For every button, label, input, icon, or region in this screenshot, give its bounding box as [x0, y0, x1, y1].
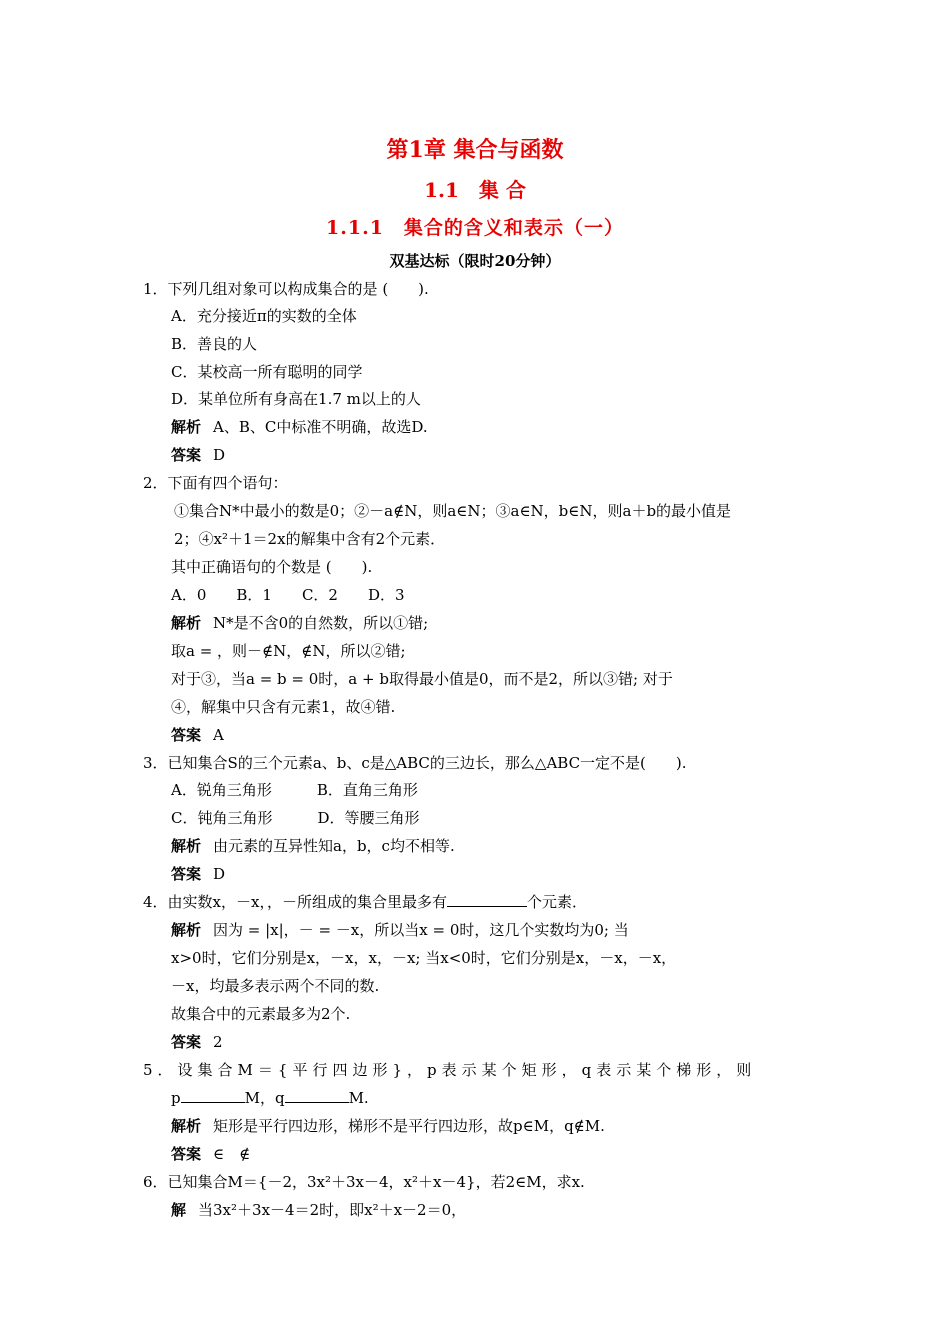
- q3-options-cd: C．钝角三角形 D．等腰三角形: [171, 809, 420, 827]
- q2-analysis-3: 对于③，当a = b = 0时，a + b取得最小值是0，而不是2，所以③错; 对于: [171, 670, 673, 688]
- q2-answer-text: A: [213, 726, 224, 744]
- question-4: [143, 892, 587, 912]
- question-5: 5．设集合M＝{平行四边形}，p表示某个矩形，q表示某个梯形，则: [143, 1061, 757, 1079]
- chapter-title: 第1章 集合与函数: [386, 137, 564, 163]
- q2-analysis-4: ④，解集中只含有元素1，故④错.: [171, 698, 396, 716]
- q2-answer: [171, 725, 224, 745]
- q4-text: 4．由实数x，－x，，－所组成的集合里最多有: [143, 893, 447, 911]
- answer-label: 答案: [171, 1033, 202, 1051]
- analysis-label: 解析: [171, 837, 202, 855]
- q1-answer: [171, 445, 225, 465]
- q6-solution-text: 当3x²＋3x－4＝2时，即x²＋x－2＝0，: [198, 1201, 467, 1219]
- q3-analysis: [171, 836, 455, 856]
- q4-analysis-2: x>0时，它们分别是x，－x，x，－x; 当x<0时，它们分别是x，－x，－x，: [171, 949, 677, 967]
- q1-option-d: D．某单位所有身高在1.7 m以上的人: [171, 390, 421, 408]
- question-2: 2．下面有四个语句：: [143, 474, 288, 492]
- q2-options: A．0 B．1 C．2 D．3: [171, 586, 405, 604]
- q3-analysis-text: 由元素的互异性知a，b，c均不相等.: [213, 837, 455, 855]
- q1-option-c: C．某校高一所有聪明的同学: [171, 363, 363, 381]
- q4-analysis: [171, 920, 629, 940]
- q1-analysis-text: A、B、C中标准不明确，故选D.: [213, 418, 428, 436]
- q5-analysis-text: 矩形是平行四边形，梯形不是平行四边形，故p∈M，q∉M.: [213, 1117, 605, 1135]
- q3-options-ab: A．锐角三角形 B．直角三角形: [171, 781, 418, 799]
- question-1: 1．下列几组对象可以构成集合的是 ( ).: [143, 280, 429, 298]
- subsection-title: 1.1.1 集合的含义和表示（一）: [326, 217, 624, 239]
- q5-m: M.: [348, 1089, 369, 1107]
- q4-answer: [171, 1032, 223, 1052]
- q1-analysis: [171, 417, 428, 437]
- q6-solution: [171, 1200, 466, 1220]
- q4-analysis-text: 因为 = |x|，－ = －x，所以当x = 0时，这几个实数均为0; 当: [213, 921, 629, 939]
- q1-answer-text: D: [213, 446, 226, 464]
- q4-text-end: 个元素．: [526, 893, 587, 911]
- analysis-label: 解析: [171, 1117, 202, 1135]
- section-title: 1.1 集 合: [424, 178, 526, 202]
- q4-blank[interactable]: [447, 892, 527, 907]
- q2-statement-1: ①集合N*中最小的数是0；②－a∉N，则a∈N；③a∈N，b∈N，则a＋b的最小值是: [174, 502, 732, 520]
- q5-blanks: [171, 1088, 369, 1108]
- q4-analysis-3: －x，均最多表示两个不同的数.: [171, 977, 380, 995]
- q4-answer-text: 2: [213, 1033, 223, 1051]
- q3-answer: [171, 864, 225, 884]
- q5-blank-2[interactable]: [285, 1088, 349, 1103]
- q5-blank-1[interactable]: [181, 1088, 245, 1103]
- answer-label: 答案: [171, 865, 202, 883]
- solution-label: 解: [171, 1201, 187, 1219]
- q2-analysis-2: 取a = ，则－∉N，∉N，所以②错;: [171, 642, 406, 660]
- q2-statement-2: 2；④x²＋1＝2x的解集中含有2个元素．: [174, 530, 446, 548]
- question-6: 6．已知集合M＝{－2，3x²＋3x－4，x²＋x－4}，若2∈M，求x.: [143, 1173, 585, 1191]
- analysis-label: 解析: [171, 418, 202, 436]
- q2-analysis-text: N*是不含0的自然数，所以①错;: [213, 614, 429, 632]
- q1-option-b: B．善良的人: [171, 335, 258, 353]
- q5-p: p: [171, 1089, 181, 1107]
- answer-label: 答案: [171, 726, 202, 744]
- q5-mq: M，q: [244, 1089, 285, 1107]
- q5-answer-text: ∈ ∉: [213, 1145, 251, 1163]
- analysis-label: 解析: [171, 614, 202, 632]
- q2-prompt: 其中正确语句的个数是 ( ).: [171, 558, 373, 576]
- q5-answer: [171, 1144, 250, 1164]
- q5-analysis: [171, 1116, 605, 1136]
- answer-label: 答案: [171, 446, 202, 464]
- q3-answer-text: D: [213, 865, 226, 883]
- q4-analysis-4: 故集合中的元素最多为2个.: [171, 1005, 351, 1023]
- question-3: 3．已知集合S的三个元素a、b、c是△ABC的三边长，那么△ABC一定不是( ).: [143, 754, 687, 772]
- answer-label: 答案: [171, 1145, 202, 1163]
- practice-heading: 双基达标（限时20分钟）: [389, 252, 561, 270]
- analysis-label: 解析: [171, 921, 202, 939]
- q1-option-a: A．充分接近π的实数的全体: [171, 307, 357, 325]
- q2-analysis: [171, 613, 428, 633]
